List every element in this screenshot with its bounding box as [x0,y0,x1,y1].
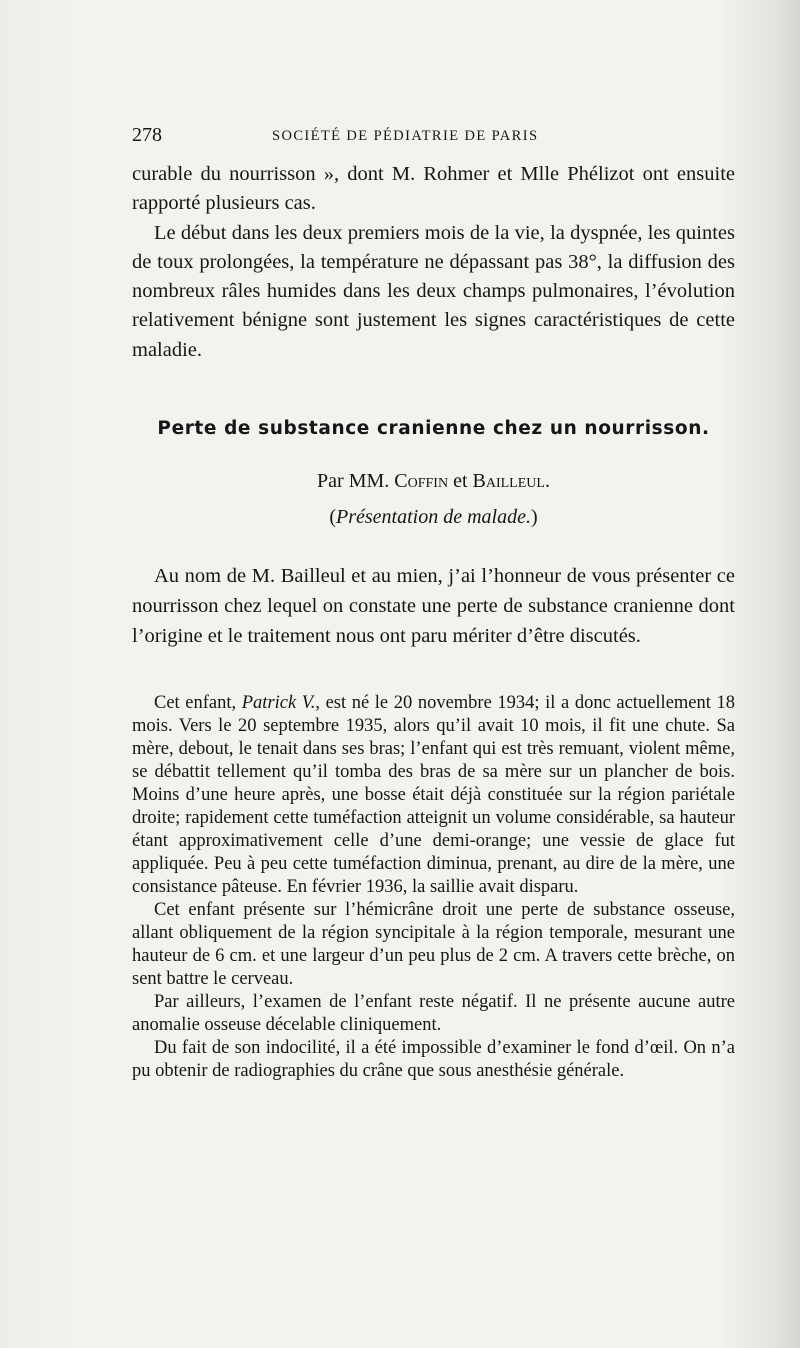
presentation-label: Présentation de malade. [336,506,531,528]
presentation-note: (Présentation de malade.) [329,506,538,528]
author-2: Bailleul. [472,470,550,492]
intro-section [132,160,735,365]
author-1: Coffin [394,470,449,492]
fundus-paragraph: Du fait de son indocilité, il a été impossible d’examiner le fond d’œil. On n’a pu obtenir de radiographies du crâne que sous anesthésie générale. [132,1038,735,1081]
article-title: Perte de substance cranienne chez un nourrisson. [157,418,710,439]
case-prefix: Cet enfant, [154,693,237,713]
authors-conjunction: et [453,470,468,492]
lead-paragraph: Au nom de M. Bailleul et au mien, j’ai l’honneur de vous présenter ce nourrisson chez lequel on constate une perte de substance cranienne dont l’origine et le traitement nous ont paru mériter d’être discutés. [132,565,735,647]
intro-paragraph-1: curable du nourrisson », dont M. Rohmer et Mlle Phélizot ont ensuite rapporté plusieurs cas. [132,163,735,215]
case-section [132,692,735,1083]
case-history-paragraph [132,692,735,899]
negative-exam-paragraph: Par ailleurs, l’examen de l’enfant reste négatif. Il ne présente aucune autre anomalie osseuse décelable cliniquement. [132,992,735,1035]
authors-prefix: Par MM. [317,470,390,492]
running-head: SOCIÉTÉ DE PÉDIATRIE DE PARIS [272,128,539,144]
page-header [132,124,732,152]
exam-paragraph: Cet enfant présente sur l’hémicrâne droit une perte de substance osseuse, allant obliquement de la région syncipitale à la région temporale, mesurant une hauteur de 6 cm. et une largeur d’un peu plus de 2 cm. A travers cette brèche, on sent battre le cerveau. [132,900,735,989]
case-history-text: , est né le 20 novembre 1934; il a donc actuellement 18 mois. Vers le 20 septembre 1935, alors qu’il avait 10 mois, il fit une chute. Sa mère, debout, le tenait dans ses bras; l’enfant qui est très remuant, violent même, se débattit tellement qu’il tomba des bras de sa mère sur un plancher de bois. Moins d’une heure après, une bosse était déjà constituée sur la région pariétale droite; rapidement cette tuméfaction atteignit un volume considérable, sa hauteur étant approximativement celle d’une demi-orange; une vessie de glace fut appliquée. Peu à peu cette tuméfaction diminua, prenant, au dire de la mère, une consistance pâteuse. En février 1936, la saillie avait disparu. [132,693,735,897]
patient-name: Patrick V. [241,693,316,713]
lead-section [132,562,735,651]
intro-paragraph-2: Le début dans les deux premiers mois de la vie, la dyspnée, les quintes de toux prolongées, la température ne dépassant pas 38°, la diffusion des nombreux râles humides dans les deux champs pulmonaires, l’évolution relativement bénigne sont justement les signes caractéristiques de cette maladie. [132,221,735,361]
page-number: 278 [132,124,162,146]
article-authors [132,470,735,493]
